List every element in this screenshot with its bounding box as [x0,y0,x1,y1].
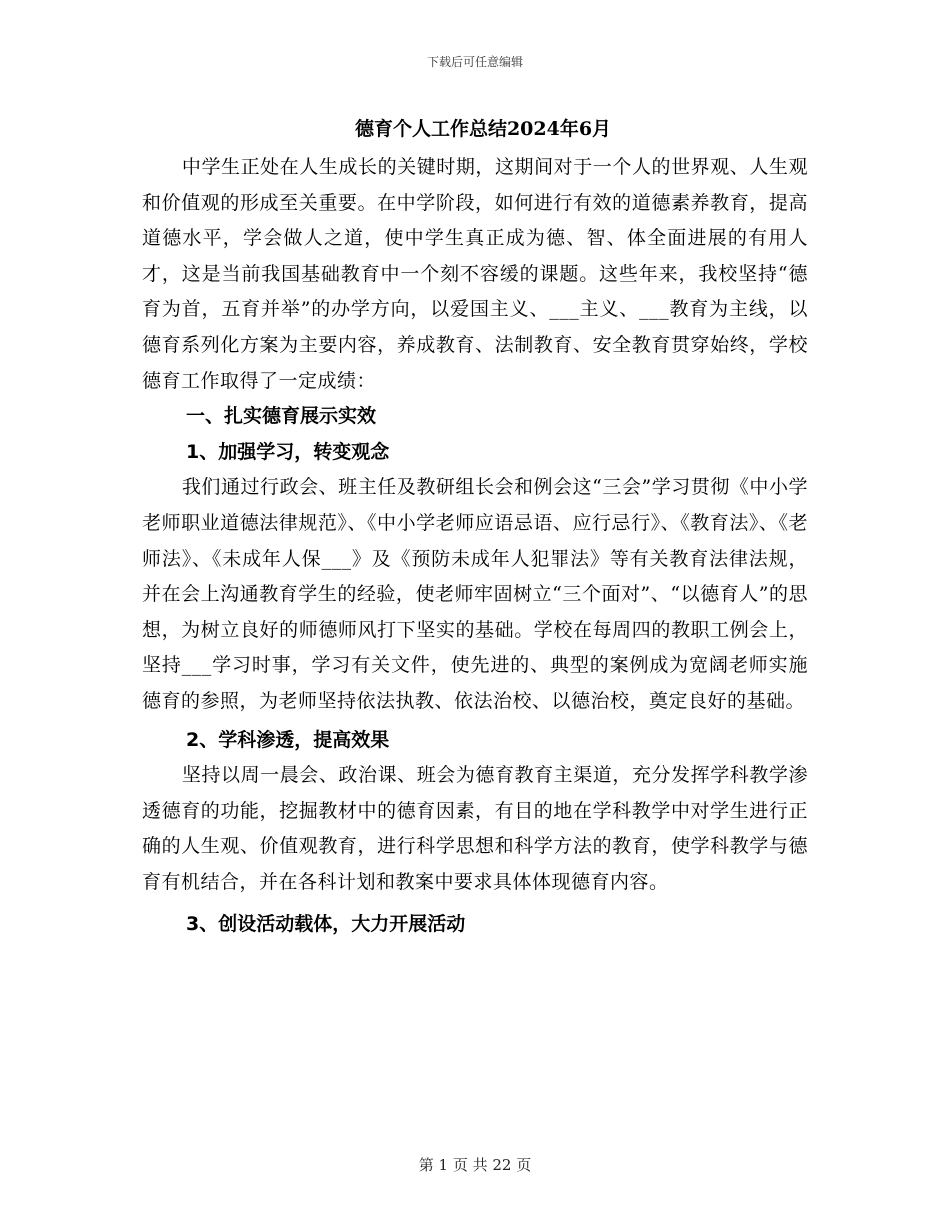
subsection-heading-3: 3、创设活动载体，大力开展活动 [186,913,466,936]
section-heading-1: 一、扎实德育展示实效 [186,405,377,428]
header-note: 下载后可任意编辑 [426,55,523,69]
subsection-paragraph-1: 我们通过行政会、班主任及教研组长会和例会这“三会”学习贯彻《中小学老师职业道德法律规范》、《中小学老师应语忌语、应行忌行》、《教育法》、《老师法》、《未成年人保___》及《预防未成年人犯罪法》等有关教育法律法规，并在会上沟通教育学生的经验，使老师牢固树立“三个面对”、“以德育人”的思想，为树立良好的师德师风打下坚实的基础。学校在每周四的教职工例会上，坚持___学习时事，学习有关文件，使先进的、典型的案例成为宽阔老师实施德育的参照，为老师坚持依法执教、依法治校、以德治校，奠定良好的基础。 [142,476,808,712]
page-number: 第 1 页 共 22 页 [418,1156,532,1174]
intro-paragraph: 中学生正处在人生成长的关键时期，这期间对于一个人的世界观、人生观和价值观的形成至关重要。在中学阶段，如何进行有效的道德素养教育，提高道德水平，学会做人之道，使中学生真正成为德、智、体全面进展的有用人才，这是当前我国基础教育中一个刻不容缓的课题。这些年来，我校坚持“德育为首，五育并举”的办学方向，以爱国主义、___主义、___教育为主线，以德育系列化方案为主要内容，养成教育、法制教育、安全教育贯穿始终，学校德育工作取得了一定成绩： [142,156,808,392]
subsection-heading-1: 1、加强学习，转变观念 [186,440,390,463]
subsection-paragraph-2: 坚持以周一晨会、政治课、班会为德育教育主渠道，充分发挥学科教学渗透德育的功能，挖掘教材中的德育因素，有目的地在学科教学中对学生进行正确的人生观、价值观教育，进行科学思想和科学方法的教育，使学科教学与德育有机结合，并在各科计划和教案中要求具体体现德育内容。 [142,764,808,893]
document-body [142,112,808,943]
subsection-heading-2: 2、学科渗透，提高效果 [186,728,390,751]
document-title: 德育个人工作总结2024年6月 [354,118,612,140]
